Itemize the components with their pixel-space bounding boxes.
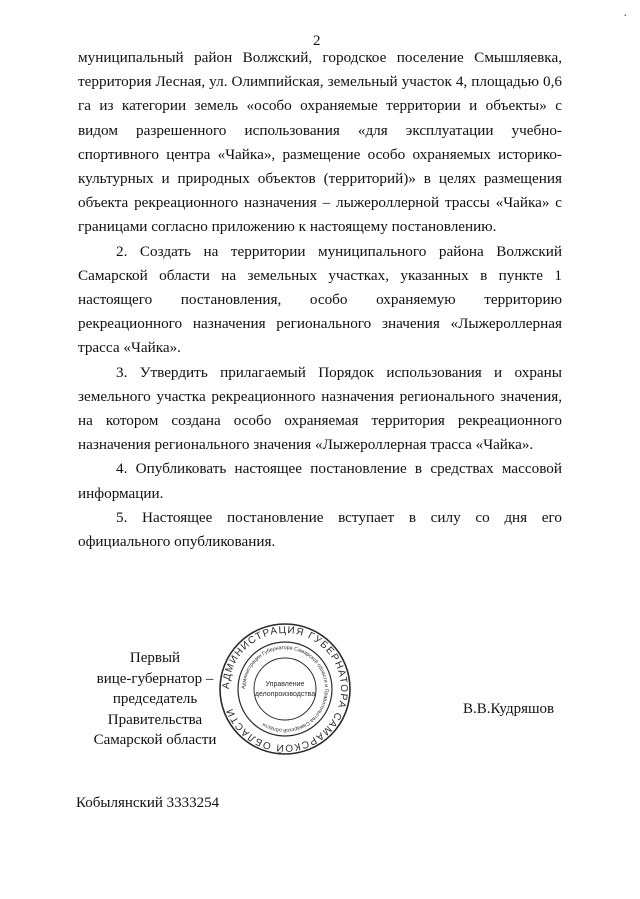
stamp-center-line1: Управление xyxy=(265,681,305,688)
signatory-name: В.В.Кудряшов xyxy=(463,701,555,717)
corner-mark: · xyxy=(623,9,628,24)
paragraph-continuation: муниципальный район Волжский, городское поселение Смышляевка, территория Лесная, ул. Олимпийская, земельный участок 4, площадью 0,6 га из категории земель «особо охраняемые территории и объекты» с видом разрешенного использования «для эксплуатации учебно-спортивного центра «Чайка», размещение особо охраняемых историко-культурных и природных объектов (территорий)» в целях размещения объекта рекреационного назначения – лыжероллерной трассы «Чайка» с границами согласно приложению к настоящему постановлению. xyxy=(78,49,562,236)
signatory-title xyxy=(70,648,240,751)
paragraph-5: 5. Настоящее постановление вступает в силу со дня его официального опубликования. xyxy=(78,508,562,551)
signatory-line-4: Самарской области xyxy=(93,732,217,748)
paragraph-2: 2. Создать на территории муниципального района Волжский Самарской области на земельных участках, указанных в пункте 1 настоящего постановления, особо охраняемую территорию рекреационного назначения регионального значения «Лыжероллерная трасса «Чайка». xyxy=(78,242,562,357)
signatory-line-2: вице-губернатор – xyxy=(96,670,214,687)
signatory-line-1: Первый xyxy=(129,650,181,666)
signatory-line-3: председатель Правительства xyxy=(107,691,203,728)
stamp-middle-ring xyxy=(238,642,332,736)
stamp-inner-text: Администрация Губернатора Самарской области и Правительства Самарской области xyxy=(240,644,330,734)
document-body xyxy=(78,46,562,554)
stamp-inner-ring xyxy=(254,658,316,720)
stamp-outer-text: АДМИНИСТРАЦИЯ ГУБЕРНАТОРА САМАРСКОЙ ОБЛАСТИ xyxy=(220,624,350,754)
page-number: 2 xyxy=(313,33,321,49)
stamp-center-line2: делопроизводства xyxy=(254,691,316,698)
paragraph-4: 4. Опубликовать настоящее постановление в средствах массовой информации. xyxy=(78,460,562,502)
executor-contact: Кобылянский 3333254 xyxy=(76,795,220,811)
paragraph-3: 3. Утвердить прилагаемый Порядок использования и охраны земельного участка рекреационного назначения регионального значения, на котором создана особо охраняемая территория рекреационного назначения регионального значения «Лыжероллерная трасса «Чайка». xyxy=(78,363,562,454)
